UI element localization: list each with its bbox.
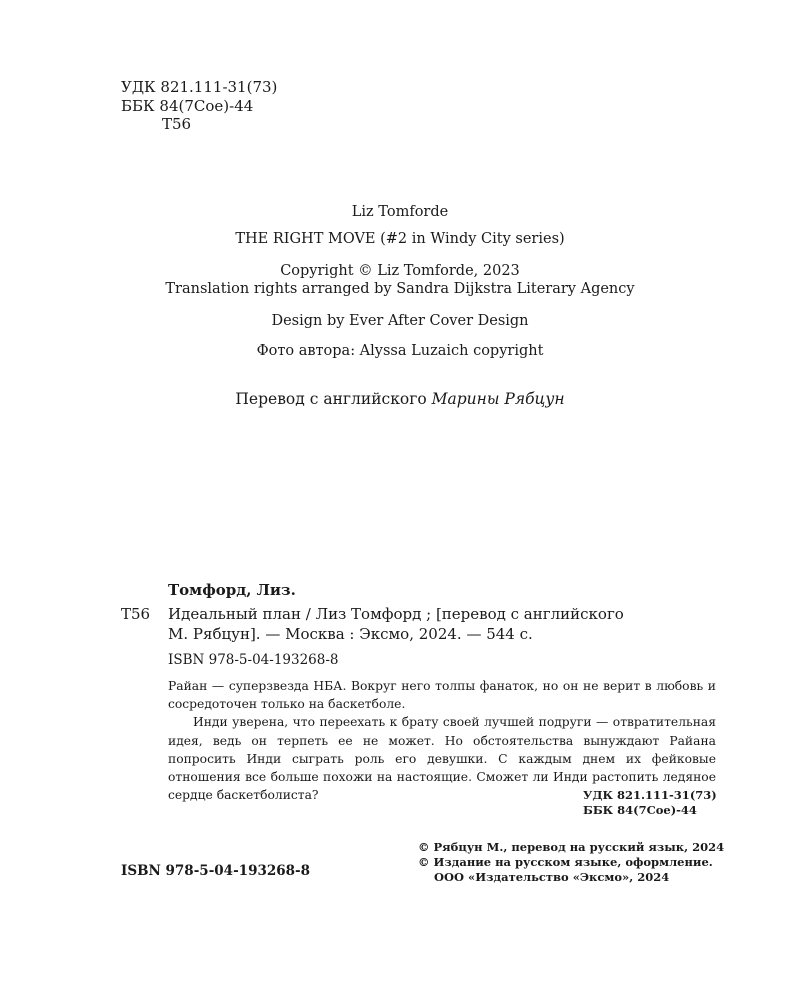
author-mark: Т56 [162, 115, 192, 133]
card-title-line2: М. Рябцун]. — Москва : Эксмо, 2024. — 544 с. [168, 625, 533, 643]
original-title: THE RIGHT MOVE (#2 in Windy City series) [235, 231, 565, 247]
card-bbk: ББК 84(7Сое)-44 [583, 803, 697, 817]
card-heading-author: Томфорд, Лиз. [168, 581, 296, 599]
card-title-line1: Идеальный план / Лиз Томфорд ; [перевод с английского [168, 605, 624, 623]
annotation-paragraph: Райан — суперзвезда НБА. Вокруг него толпы фанаток, но он не верит в любовь и сосредоточен только на баскетболе. [168, 679, 716, 712]
card-isbn: ISBN 978-5-04-193268-8 [168, 652, 339, 668]
card-annotation [168, 677, 716, 804]
bbk-code: ББК 84(7Сое)-44 [121, 97, 254, 115]
cover-design: Design by Ever After Cover Design [271, 313, 529, 329]
translation-prefix: Перевод с английского [235, 390, 427, 408]
isbn-main: ISBN 978-5-04-193268-8 [121, 863, 311, 879]
translation-rights: Translation rights arranged by Sandra Dijkstra Literary Agency [165, 281, 635, 297]
translator-line [0, 389, 800, 409]
translator-name: Марины Рябцун [431, 390, 565, 408]
credit-author: Liz Tomforde [351, 204, 449, 220]
card-udk: УДК 821.111-31(73) [583, 788, 717, 802]
copyright-edition: © Издание на русском языке, оформление. [418, 855, 713, 869]
copyright-publisher: ООО «Издательство «Эксмо», 2024 [434, 870, 670, 884]
udk-code: УДК 821.111-31(73) [121, 78, 278, 96]
annotation-paragraph: Инди уверена, что переехать к брату своей лучшей подруги — отвратительная идея, ведь он терпеть ее не может. Но обстоятельства вынуждают Райана попросить Инди сыграть роль его девушки. С каждым днем их фейковые отношения все больше похожи на настоящие. Сможет ли Инди растопить ледяное сердце баскетболиста? [168, 715, 716, 803]
card-author-mark: Т56 [121, 605, 151, 623]
copyright-line: Copyright © Liz Tomforde, 2023 [280, 263, 520, 279]
copyright-translation: © Рябцун М., перевод на русский язык, 2024 [418, 840, 725, 854]
author-photo-credit: Фото автора: Alyssa Luzaich copyright [256, 343, 544, 359]
